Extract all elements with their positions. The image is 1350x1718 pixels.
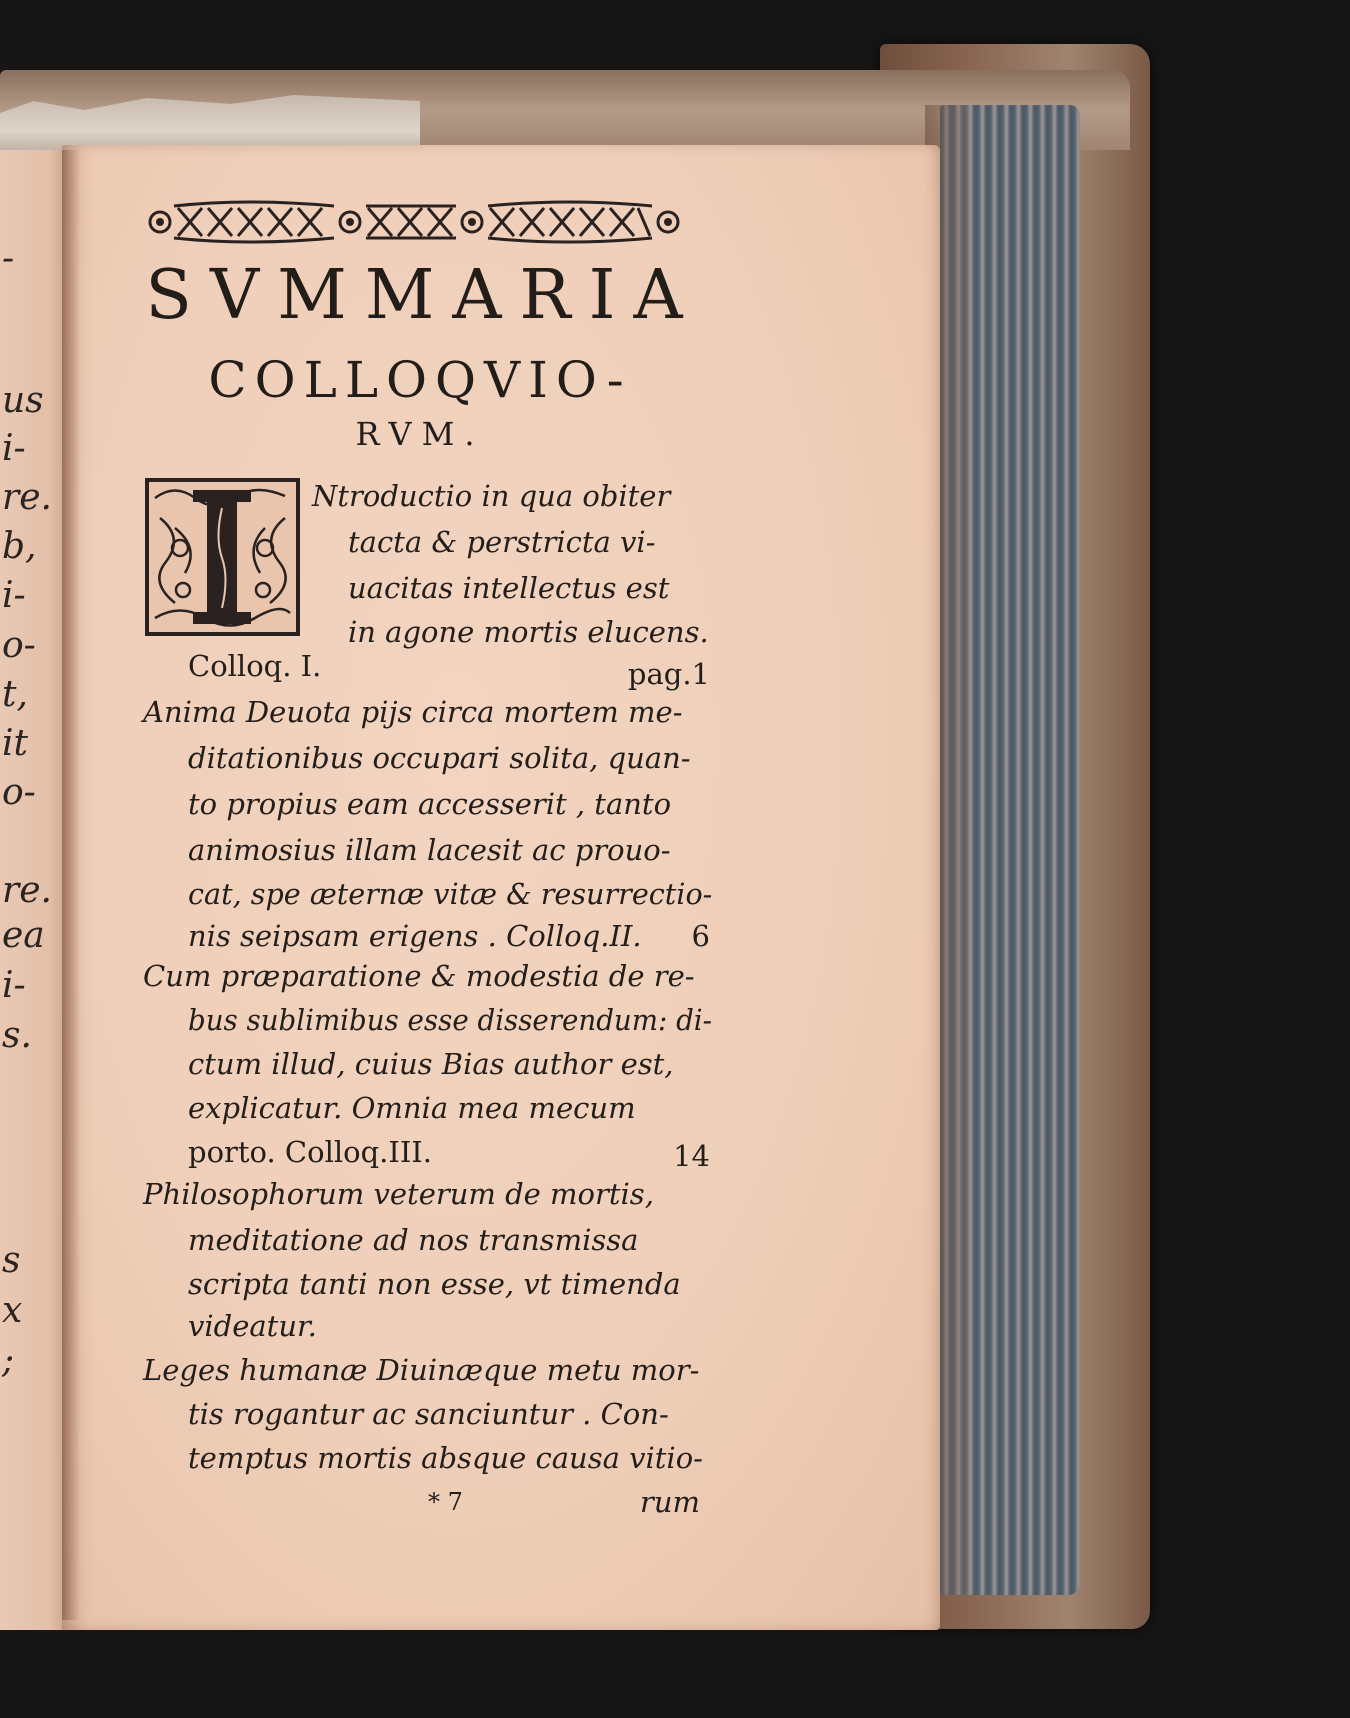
entry-1-line-1: Ntroductio in qua obiter bbox=[312, 479, 671, 513]
entry-2-line-3: to propius eam accesserit , tanto bbox=[188, 787, 672, 821]
entry-3-line-1: Cum præparatione & modestia de re- bbox=[143, 959, 695, 993]
entry-2-page: 6 bbox=[691, 919, 710, 953]
signature-mark: * 7 bbox=[428, 1488, 463, 1516]
entry-1-page: pag.1 bbox=[627, 657, 710, 691]
entry-5-line-3: temptus mortis absque causa vitio- bbox=[188, 1441, 703, 1475]
left-page-fragment: x bbox=[2, 1290, 23, 1331]
entry-2-line-5: cat, spe æternæ vitæ & resurrectio- bbox=[188, 877, 713, 911]
entry-5-line-2: tis rogantur ac sanciuntur . Con- bbox=[188, 1397, 669, 1431]
entry-3-line-4: explicatur. Omnia mea mecum bbox=[188, 1091, 636, 1125]
entry-3-line-3: ctum illud, cuius Bias author est, bbox=[188, 1047, 674, 1081]
entry-5-line-1: Leges humanæ Diuinæque metu mor- bbox=[143, 1353, 700, 1387]
entry-4-line-1: Philosophorum veterum de mortis, bbox=[143, 1177, 654, 1211]
entry-1-line-4: in agone mortis elucens. bbox=[348, 615, 709, 649]
left-page-fragment: it bbox=[2, 723, 28, 764]
left-page-fragment: i- bbox=[2, 575, 26, 616]
entry-4-line-3: scripta tanti non esse, vt timenda bbox=[188, 1267, 681, 1301]
entry-1-line-2: tacta & perstricta vi- bbox=[348, 525, 656, 559]
left-page-fragment: ea bbox=[2, 915, 45, 956]
left-page-fragment: re. bbox=[2, 870, 52, 911]
summary-title-line3: RVM. bbox=[355, 415, 485, 453]
left-page-fragment: s bbox=[2, 1240, 21, 1281]
left-page-fragment: o- bbox=[2, 772, 36, 813]
page-gutter bbox=[62, 150, 80, 1620]
left-page-fragment: i- bbox=[2, 965, 26, 1006]
entry-2-line-1: Anima Deuota pijs circa mortem me- bbox=[143, 695, 683, 729]
entry-4-line-4: videatur. bbox=[188, 1309, 317, 1343]
summary-title: SVMMARIA bbox=[145, 256, 701, 335]
entry-3-line-5: porto. Colloq.III. bbox=[188, 1135, 432, 1169]
left-page-fragment: i- bbox=[2, 428, 26, 469]
left-page-fragment: s. bbox=[2, 1015, 32, 1056]
entry-3-page: 14 bbox=[673, 1139, 710, 1173]
entry-2-line-2: ditationibus occupari solita, quan- bbox=[188, 741, 691, 775]
left-page-fragment: re. bbox=[2, 477, 52, 518]
left-page-fragment: t, bbox=[2, 674, 28, 715]
entry-1-line-3: uacitas intellectus est bbox=[348, 571, 670, 605]
catchword: rum bbox=[640, 1485, 701, 1519]
left-page-fragment: b, bbox=[2, 526, 37, 567]
summary-title-line2: COLLOQVIO- bbox=[208, 351, 632, 409]
ornamental-initial-I bbox=[145, 478, 300, 636]
entry-2-line-6: nis seipsam erigens . Colloq.II. bbox=[188, 919, 642, 953]
left-page-fragment: o- bbox=[2, 625, 36, 666]
ornamental-headpiece bbox=[138, 200, 690, 244]
entry-3-line-2: bus sublimibus esse disserendum: di- bbox=[188, 1003, 713, 1037]
entry-4-line-2: meditatione ad nos transmissa bbox=[188, 1223, 639, 1257]
left-page-fragment: - bbox=[2, 238, 15, 279]
left-page-fragment: ; bbox=[2, 1340, 15, 1381]
entry-2-line-4: animosius illam lacesit ac prouo- bbox=[188, 833, 671, 867]
left-page-fragment: us bbox=[2, 380, 44, 421]
entry-1-colloquy: Colloq. I. bbox=[188, 649, 322, 683]
